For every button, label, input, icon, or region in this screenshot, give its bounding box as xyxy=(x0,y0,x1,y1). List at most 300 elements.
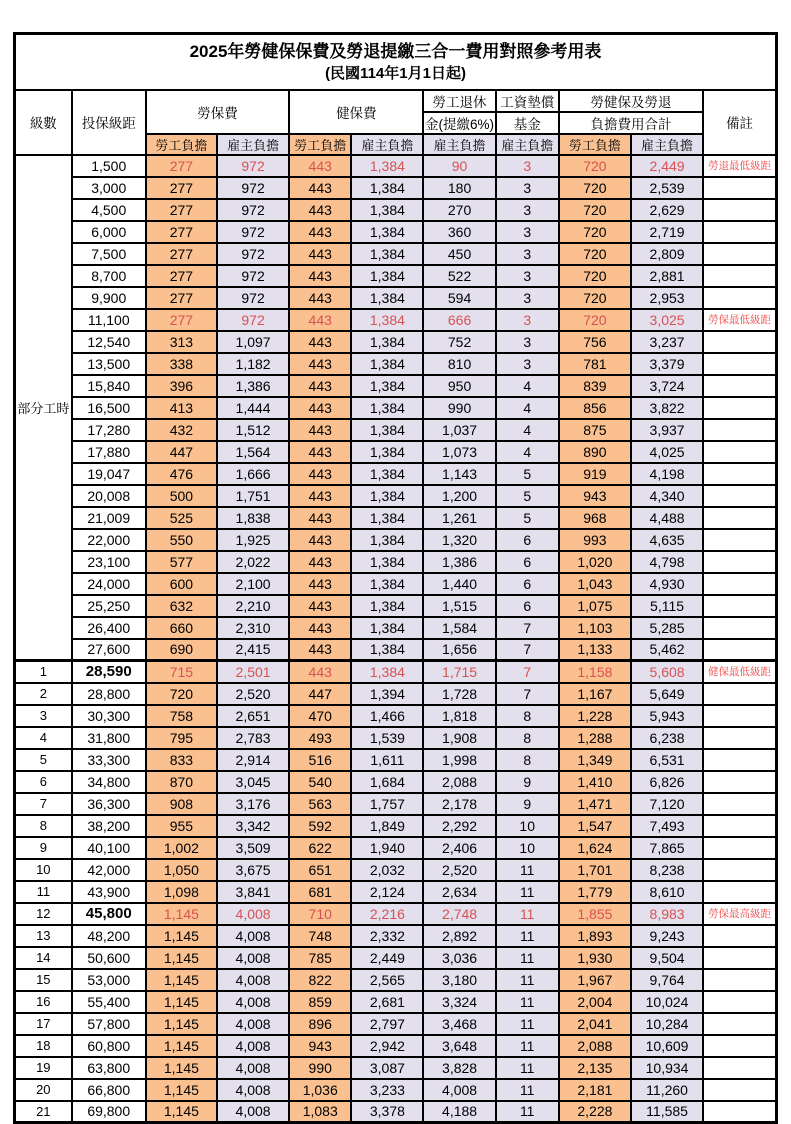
labor-ins-employee-cell: 1,145 xyxy=(146,947,217,969)
pension-employer-cell: 2,634 xyxy=(423,881,495,903)
labor-ins-employer-cell: 2,100 xyxy=(217,573,289,595)
bracket-cell: 50,600 xyxy=(72,947,146,969)
health-ins-employer-cell: 1,384 xyxy=(351,331,423,353)
labor-ins-employer-cell: 4,008 xyxy=(217,1013,289,1035)
labor-ins-employee-cell: 577 xyxy=(146,551,217,573)
health-ins-employee-cell: 443 xyxy=(289,595,351,617)
bracket-cell: 25,250 xyxy=(72,595,146,617)
labor-ins-employee-cell: 1,145 xyxy=(146,925,217,947)
bracket-cell: 8,700 xyxy=(72,265,146,287)
labor-ins-employer-cell: 2,914 xyxy=(217,749,289,771)
title-cell xyxy=(15,34,777,90)
labor-ins-employee-cell: 1,002 xyxy=(146,837,217,859)
labor-ins-employee-cell: 720 xyxy=(146,683,217,705)
total-employee-cell: 2,181 xyxy=(559,1079,631,1101)
col-header-total-top: 勞健保及勞退 xyxy=(559,90,703,112)
remark-cell: 勞保最低級距 xyxy=(703,309,776,331)
total-employee-cell: 968 xyxy=(559,507,631,529)
total-employee-cell: 720 xyxy=(559,265,631,287)
bracket-cell: 27,600 xyxy=(72,639,146,661)
table-row xyxy=(15,771,777,793)
health-ins-employer-cell: 1,384 xyxy=(351,419,423,441)
remark-cell xyxy=(703,331,776,353)
wage-fund-employer-cell: 3 xyxy=(496,309,559,331)
bracket-cell: 13,500 xyxy=(72,353,146,375)
table-row xyxy=(15,441,777,463)
wage-fund-employer-cell: 5 xyxy=(496,485,559,507)
health-ins-employee-cell: 622 xyxy=(289,837,351,859)
pension-employer-cell: 522 xyxy=(423,265,495,287)
remark-cell xyxy=(703,287,776,309)
health-ins-employee-cell: 1,036 xyxy=(289,1079,351,1101)
health-ins-employee-cell: 443 xyxy=(289,177,351,199)
wage-fund-employer-cell: 6 xyxy=(496,551,559,573)
labor-ins-employee-cell: 715 xyxy=(146,661,217,683)
pension-employer-cell: 4,008 xyxy=(423,1079,495,1101)
remark-cell xyxy=(703,749,776,771)
labor-ins-employer-cell: 3,045 xyxy=(217,771,289,793)
remark-cell xyxy=(703,529,776,551)
remark-cell xyxy=(703,507,776,529)
total-employee-cell: 2,228 xyxy=(559,1101,631,1123)
total-employee-cell: 919 xyxy=(559,463,631,485)
wage-fund-employer-cell: 11 xyxy=(496,1079,559,1101)
health-ins-employer-cell: 1,384 xyxy=(351,221,423,243)
remark-cell xyxy=(703,991,776,1013)
health-ins-employee-cell: 681 xyxy=(289,881,351,903)
bracket-cell: 63,800 xyxy=(72,1057,146,1079)
health-ins-employer-cell: 1,384 xyxy=(351,595,423,617)
remark-cell xyxy=(703,397,776,419)
labor-ins-employee-cell: 1,145 xyxy=(146,1013,217,1035)
total-employer-cell: 4,198 xyxy=(631,463,703,485)
bracket-cell: 20,008 xyxy=(72,485,146,507)
grade-cell: 7 xyxy=(15,793,72,815)
health-ins-employee-cell: 443 xyxy=(289,485,351,507)
table-row xyxy=(15,859,777,881)
total-employer-cell: 6,238 xyxy=(631,727,703,749)
remark-cell: 勞退最低級距 xyxy=(703,155,776,177)
wage-fund-employer-cell: 6 xyxy=(496,573,559,595)
health-ins-employee-cell: 443 xyxy=(289,243,351,265)
remark-cell xyxy=(703,859,776,881)
pension-employer-cell: 1,584 xyxy=(423,617,495,639)
part-time-group-label: 部分工時 xyxy=(15,155,72,661)
health-ins-employer-cell: 1,384 xyxy=(351,551,423,573)
grade-cell: 1 xyxy=(15,661,72,683)
remark-cell xyxy=(703,639,776,661)
health-ins-employer-cell: 3,378 xyxy=(351,1101,423,1123)
remark-cell xyxy=(703,969,776,991)
health-ins-employer-cell: 1,394 xyxy=(351,683,423,705)
health-ins-employee-cell: 443 xyxy=(289,199,351,221)
labor-ins-employer-cell: 4,008 xyxy=(217,1057,289,1079)
total-employee-cell: 1,930 xyxy=(559,947,631,969)
pension-employer-cell: 1,143 xyxy=(423,463,495,485)
total-employee-cell: 1,893 xyxy=(559,925,631,947)
labor-ins-employer-cell: 1,925 xyxy=(217,529,289,551)
wage-fund-employer-cell: 11 xyxy=(496,969,559,991)
labor-ins-employer-cell: 2,210 xyxy=(217,595,289,617)
labor-ins-employer-cell: 1,097 xyxy=(217,331,289,353)
table-row xyxy=(15,727,777,749)
total-employer-cell: 9,243 xyxy=(631,925,703,947)
pension-employer-cell: 450 xyxy=(423,243,495,265)
bracket-cell: 17,280 xyxy=(72,419,146,441)
health-ins-employee-cell: 443 xyxy=(289,287,351,309)
wage-fund-employer-cell: 3 xyxy=(496,265,559,287)
table-row xyxy=(15,507,777,529)
bracket-cell: 21,009 xyxy=(72,507,146,529)
col-header-labor-insurance: 勞保費 xyxy=(146,90,289,134)
health-ins-employee-cell: 710 xyxy=(289,903,351,925)
health-ins-employee-cell: 470 xyxy=(289,705,351,727)
table-row xyxy=(15,1013,777,1035)
health-ins-employer-cell: 1,384 xyxy=(351,573,423,595)
health-ins-employer-cell: 1,384 xyxy=(351,265,423,287)
wage-fund-employer-cell: 10 xyxy=(496,815,559,837)
table-row xyxy=(15,221,777,243)
remark-cell xyxy=(703,881,776,903)
bracket-cell: 11,100 xyxy=(72,309,146,331)
col-header-remark: 備註 xyxy=(703,90,776,155)
labor-ins-employer-cell: 972 xyxy=(217,309,289,331)
pension-employer-cell: 1,715 xyxy=(423,661,495,683)
table-row xyxy=(15,881,777,903)
health-ins-employer-cell: 1,384 xyxy=(351,485,423,507)
bracket-cell: 6,000 xyxy=(72,221,146,243)
bracket-cell: 9,900 xyxy=(72,287,146,309)
bracket-cell: 16,500 xyxy=(72,397,146,419)
health-ins-employer-cell: 1,384 xyxy=(351,507,423,529)
table-row xyxy=(15,397,777,419)
table-row xyxy=(15,331,777,353)
wage-fund-employer-cell: 9 xyxy=(496,771,559,793)
pension-employer-cell: 3,468 xyxy=(423,1013,495,1035)
total-employer-cell: 10,284 xyxy=(631,1013,703,1035)
grade-cell: 12 xyxy=(15,903,72,925)
labor-ins-employee-cell: 1,145 xyxy=(146,991,217,1013)
total-employee-cell: 993 xyxy=(559,529,631,551)
total-employer-cell: 8,983 xyxy=(631,903,703,925)
remark-cell: 勞保最高級距 xyxy=(703,903,776,925)
table-row xyxy=(15,309,777,331)
table-row xyxy=(15,419,777,441)
total-employee-cell: 2,088 xyxy=(559,1035,631,1057)
total-employer-cell: 7,865 xyxy=(631,837,703,859)
labor-ins-employer-cell: 4,008 xyxy=(217,1035,289,1057)
header-row-main xyxy=(15,90,777,112)
col-header-total-bottom: 負擔費用合計 xyxy=(559,112,703,134)
labor-ins-employee-cell: 1,145 xyxy=(146,969,217,991)
health-ins-employee-cell: 516 xyxy=(289,749,351,771)
labor-ins-employer-cell: 972 xyxy=(217,177,289,199)
labor-ins-employee-cell: 500 xyxy=(146,485,217,507)
table-row xyxy=(15,903,777,925)
labor-ins-employer-cell: 4,008 xyxy=(217,991,289,1013)
labor-ins-employee-cell: 795 xyxy=(146,727,217,749)
pension-employer-cell: 180 xyxy=(423,177,495,199)
grade-cell: 2 xyxy=(15,683,72,705)
health-ins-employee-cell: 443 xyxy=(289,529,351,551)
pension-employer-cell: 2,292 xyxy=(423,815,495,837)
bracket-cell: 57,800 xyxy=(72,1013,146,1035)
pension-employer-cell: 2,406 xyxy=(423,837,495,859)
total-employer-cell: 8,610 xyxy=(631,881,703,903)
pension-employer-cell: 1,998 xyxy=(423,749,495,771)
table-row xyxy=(15,243,777,265)
table-row xyxy=(15,177,777,199)
total-employer-cell: 6,531 xyxy=(631,749,703,771)
total-employer-cell: 2,629 xyxy=(631,199,703,221)
labor-ins-employee-cell: 277 xyxy=(146,221,217,243)
bracket-cell: 66,800 xyxy=(72,1079,146,1101)
pension-employer-cell: 2,748 xyxy=(423,903,495,925)
wage-fund-employer-cell: 10 xyxy=(496,837,559,859)
bracket-cell: 19,047 xyxy=(72,463,146,485)
health-ins-employee-cell: 443 xyxy=(289,375,351,397)
total-employer-cell: 2,953 xyxy=(631,287,703,309)
health-ins-employee-cell: 822 xyxy=(289,969,351,991)
bracket-cell: 17,880 xyxy=(72,441,146,463)
health-ins-employer-cell: 2,565 xyxy=(351,969,423,991)
labor-ins-employer-cell: 2,501 xyxy=(217,661,289,683)
health-ins-employee-cell: 443 xyxy=(289,463,351,485)
total-employer-cell: 9,504 xyxy=(631,947,703,969)
health-ins-employer-cell: 2,032 xyxy=(351,859,423,881)
total-employer-cell: 4,930 xyxy=(631,573,703,595)
labor-ins-employer-cell: 4,008 xyxy=(217,903,289,925)
total-employer-cell: 5,649 xyxy=(631,683,703,705)
col-header-pension-bottom: 金(提繳6%) xyxy=(423,112,495,134)
grade-cell: 20 xyxy=(15,1079,72,1101)
total-employee-cell: 1,228 xyxy=(559,705,631,727)
health-ins-employee-cell: 443 xyxy=(289,397,351,419)
total-employee-cell: 720 xyxy=(559,221,631,243)
labor-ins-employee-cell: 277 xyxy=(146,177,217,199)
pension-employer-cell: 1,515 xyxy=(423,595,495,617)
grade-cell: 9 xyxy=(15,837,72,859)
labor-ins-employer-cell: 2,022 xyxy=(217,551,289,573)
total-employer-cell: 10,024 xyxy=(631,991,703,1013)
total-employer-cell: 2,881 xyxy=(631,265,703,287)
table-row xyxy=(15,463,777,485)
remark-cell xyxy=(703,463,776,485)
bracket-cell: 4,500 xyxy=(72,199,146,221)
pension-employer-cell: 1,386 xyxy=(423,551,495,573)
total-employer-cell: 7,493 xyxy=(631,815,703,837)
health-ins-employer-cell: 1,384 xyxy=(351,529,423,551)
health-ins-employee-cell: 785 xyxy=(289,947,351,969)
health-ins-employee-cell: 990 xyxy=(289,1057,351,1079)
bracket-cell: 26,400 xyxy=(72,617,146,639)
wage-fund-employer-cell: 7 xyxy=(496,617,559,639)
remark-cell xyxy=(703,793,776,815)
wage-fund-employer-cell: 3 xyxy=(496,287,559,309)
labor-ins-employer-cell: 972 xyxy=(217,199,289,221)
labor-ins-employer-cell: 4,008 xyxy=(217,969,289,991)
total-employee-cell: 1,410 xyxy=(559,771,631,793)
page-title: 2025年勞健保保費及勞退提繳三合一費用對照參考用表 xyxy=(189,42,602,62)
total-employee-cell: 1,167 xyxy=(559,683,631,705)
health-ins-employer-cell: 1,384 xyxy=(351,155,423,177)
total-employee-cell: 1,967 xyxy=(559,969,631,991)
labor-ins-employer-cell: 4,008 xyxy=(217,947,289,969)
grade-cell: 3 xyxy=(15,705,72,727)
remark-cell xyxy=(703,1013,776,1035)
subheader-wage-fund-employer: 雇主負擔 xyxy=(496,134,559,155)
wage-fund-employer-cell: 11 xyxy=(496,991,559,1013)
labor-ins-employee-cell: 660 xyxy=(146,617,217,639)
page-subtitle: (民國114年1月1日起) xyxy=(325,65,466,83)
labor-ins-employer-cell: 1,182 xyxy=(217,353,289,375)
pension-employer-cell: 666 xyxy=(423,309,495,331)
table-row xyxy=(15,199,777,221)
bracket-cell: 23,100 xyxy=(72,551,146,573)
remark-cell xyxy=(703,683,776,705)
labor-ins-employee-cell: 1,145 xyxy=(146,903,217,925)
pension-employer-cell: 594 xyxy=(423,287,495,309)
total-employee-cell: 2,135 xyxy=(559,1057,631,1079)
total-employee-cell: 2,004 xyxy=(559,991,631,1013)
pension-employer-cell: 990 xyxy=(423,397,495,419)
health-ins-employee-cell: 443 xyxy=(289,419,351,441)
labor-ins-employer-cell: 4,008 xyxy=(217,1101,289,1123)
pension-employer-cell: 3,036 xyxy=(423,947,495,969)
health-ins-employee-cell: 1,083 xyxy=(289,1101,351,1123)
subheader-total-employer: 雇主負擔 xyxy=(631,134,703,155)
table-row xyxy=(15,573,777,595)
wage-fund-employer-cell: 4 xyxy=(496,375,559,397)
remark-cell xyxy=(703,1057,776,1079)
total-employer-cell: 5,285 xyxy=(631,617,703,639)
health-ins-employer-cell: 1,384 xyxy=(351,661,423,683)
remark-cell xyxy=(703,243,776,265)
total-employer-cell: 3,025 xyxy=(631,309,703,331)
wage-fund-employer-cell: 8 xyxy=(496,727,559,749)
labor-ins-employee-cell: 277 xyxy=(146,265,217,287)
wage-fund-employer-cell: 7 xyxy=(496,639,559,661)
total-employee-cell: 890 xyxy=(559,441,631,463)
total-employee-cell: 1,471 xyxy=(559,793,631,815)
health-ins-employee-cell: 651 xyxy=(289,859,351,881)
col-header-pension-top: 勞工退休 xyxy=(423,90,495,112)
health-ins-employer-cell: 3,087 xyxy=(351,1057,423,1079)
pension-employer-cell: 3,180 xyxy=(423,969,495,991)
bracket-cell: 1,500 xyxy=(72,155,146,177)
bracket-cell: 42,000 xyxy=(72,859,146,881)
health-ins-employee-cell: 443 xyxy=(289,507,351,529)
wage-fund-employer-cell: 11 xyxy=(496,1035,559,1057)
pension-employer-cell: 3,828 xyxy=(423,1057,495,1079)
health-ins-employer-cell: 1,684 xyxy=(351,771,423,793)
wage-fund-employer-cell: 6 xyxy=(496,529,559,551)
labor-ins-employee-cell: 277 xyxy=(146,199,217,221)
labor-ins-employee-cell: 908 xyxy=(146,793,217,815)
bracket-cell: 12,540 xyxy=(72,331,146,353)
total-employer-cell: 10,609 xyxy=(631,1035,703,1057)
labor-ins-employee-cell: 758 xyxy=(146,705,217,727)
labor-ins-employee-cell: 1,145 xyxy=(146,1101,217,1123)
labor-ins-employee-cell: 277 xyxy=(146,287,217,309)
table-row xyxy=(15,683,777,705)
health-ins-employee-cell: 443 xyxy=(289,441,351,463)
labor-ins-employer-cell: 4,008 xyxy=(217,925,289,947)
health-ins-employer-cell: 1,384 xyxy=(351,375,423,397)
health-ins-employee-cell: 443 xyxy=(289,221,351,243)
pension-employer-cell: 2,520 xyxy=(423,859,495,881)
table-body xyxy=(15,155,777,1123)
pension-employer-cell: 1,073 xyxy=(423,441,495,463)
wage-fund-employer-cell: 5 xyxy=(496,463,559,485)
remark-cell xyxy=(703,925,776,947)
bracket-cell: 3,000 xyxy=(72,177,146,199)
total-employee-cell: 1,779 xyxy=(559,881,631,903)
health-ins-employer-cell: 1,384 xyxy=(351,309,423,331)
table-row xyxy=(15,661,777,683)
total-employer-cell: 11,585 xyxy=(631,1101,703,1123)
health-ins-employer-cell: 1,384 xyxy=(351,397,423,419)
pension-employer-cell: 810 xyxy=(423,353,495,375)
labor-ins-employee-cell: 432 xyxy=(146,419,217,441)
subheader-labor-ins-employee: 勞工負擔 xyxy=(146,134,217,155)
pension-employer-cell: 2,178 xyxy=(423,793,495,815)
pension-employer-cell: 1,656 xyxy=(423,639,495,661)
bracket-cell: 24,000 xyxy=(72,573,146,595)
total-employee-cell: 1,043 xyxy=(559,573,631,595)
labor-ins-employer-cell: 1,751 xyxy=(217,485,289,507)
health-ins-employee-cell: 443 xyxy=(289,573,351,595)
wage-fund-employer-cell: 11 xyxy=(496,925,559,947)
total-employer-cell: 5,608 xyxy=(631,661,703,683)
total-employee-cell: 720 xyxy=(559,199,631,221)
labor-ins-employee-cell: 277 xyxy=(146,309,217,331)
pension-employer-cell: 2,892 xyxy=(423,925,495,947)
labor-ins-employer-cell: 3,176 xyxy=(217,793,289,815)
labor-ins-employer-cell: 972 xyxy=(217,221,289,243)
bracket-cell: 28,800 xyxy=(72,683,146,705)
grade-cell: 18 xyxy=(15,1035,72,1057)
total-employer-cell: 7,120 xyxy=(631,793,703,815)
remark-cell xyxy=(703,573,776,595)
health-ins-employee-cell: 443 xyxy=(289,551,351,573)
remark-cell xyxy=(703,1035,776,1057)
labor-ins-employer-cell: 3,342 xyxy=(217,815,289,837)
total-employee-cell: 875 xyxy=(559,419,631,441)
labor-ins-employer-cell: 1,444 xyxy=(217,397,289,419)
table-row xyxy=(15,815,777,837)
bracket-cell: 33,300 xyxy=(72,749,146,771)
labor-ins-employer-cell: 1,666 xyxy=(217,463,289,485)
wage-fund-employer-cell: 11 xyxy=(496,1013,559,1035)
remark-cell xyxy=(703,947,776,969)
labor-ins-employer-cell: 4,008 xyxy=(217,1079,289,1101)
pension-employer-cell: 2,088 xyxy=(423,771,495,793)
grade-cell: 13 xyxy=(15,925,72,947)
remark-cell xyxy=(703,617,776,639)
table-row xyxy=(15,793,777,815)
wage-fund-employer-cell: 4 xyxy=(496,419,559,441)
health-ins-employee-cell: 447 xyxy=(289,683,351,705)
remark-cell xyxy=(703,815,776,837)
subheader-labor-ins-employer: 雇主負擔 xyxy=(217,134,289,155)
pension-employer-cell: 1,440 xyxy=(423,573,495,595)
bracket-cell: 30,300 xyxy=(72,705,146,727)
health-ins-employee-cell: 540 xyxy=(289,771,351,793)
table-row xyxy=(15,837,777,859)
pension-employer-cell: 1,908 xyxy=(423,727,495,749)
total-employer-cell: 10,934 xyxy=(631,1057,703,1079)
